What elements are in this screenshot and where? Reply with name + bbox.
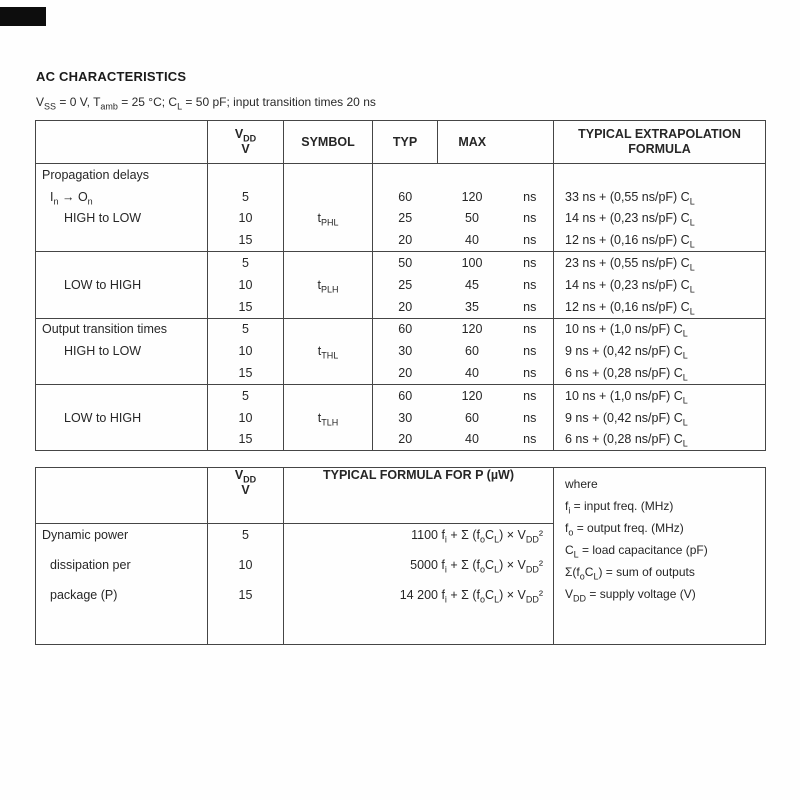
vdd-value: 10 bbox=[208, 340, 284, 362]
symbol-value: $t_{PHL}$ bbox=[284, 208, 373, 230]
max-value: 120 bbox=[438, 318, 507, 340]
vdd-value: 15 bbox=[208, 362, 284, 384]
unit-label: ns bbox=[523, 189, 537, 204]
unit-label: ns bbox=[523, 233, 537, 248]
empty-cell bbox=[36, 296, 208, 318]
param-label: Dynamic power bbox=[42, 527, 129, 542]
max-value: 40 bbox=[465, 366, 479, 381]
empty-cell bbox=[284, 229, 373, 251]
unit-label: ns bbox=[523, 432, 537, 447]
typ-value: 20 bbox=[373, 229, 438, 251]
empty-cell bbox=[284, 252, 373, 274]
empty-cell bbox=[36, 614, 208, 645]
table-row bbox=[36, 384, 766, 406]
symbol-value: $t_{THL}$ bbox=[284, 340, 373, 362]
section-title: AC CHARACTERISTICS bbox=[36, 69, 187, 84]
power-formula: 1100 $f_i + \Sigma$ $(f_oC_L) \times V_{DD}^2$ bbox=[284, 523, 554, 554]
symbol-column-header: SYMBOL bbox=[284, 121, 373, 164]
empty-cell bbox=[36, 229, 208, 251]
max-value: 120 bbox=[461, 189, 483, 204]
vdd-value: 10 bbox=[208, 274, 284, 296]
test-conditions: $V_{SS} = 0$ V, $T_{amb} = 25$ °C; $C_L = 50$ pF; input transition times 20 ns bbox=[36, 95, 376, 112]
empty-cell bbox=[284, 384, 373, 406]
empty-cell bbox=[507, 164, 554, 186]
power-formula-column-header: TYPICAL FORMULA FOR P (µW) bbox=[284, 468, 554, 524]
param-label: Propagation delays bbox=[42, 167, 150, 182]
empty-cell bbox=[438, 164, 507, 186]
param-label: dissipation per bbox=[50, 557, 131, 572]
symbol-value: $t_{PLH}$ bbox=[284, 274, 373, 296]
vdd-column-header: $V_{DD}$ V bbox=[208, 121, 284, 164]
unit-label: ns bbox=[523, 277, 537, 292]
extrapolation-formula: 10 ns + (1,0 ns/pF) $C_L$ bbox=[554, 384, 766, 406]
max-value: 60 bbox=[465, 410, 479, 425]
table-row bbox=[36, 274, 766, 296]
vdd-value: 5 bbox=[208, 318, 284, 340]
unit-label: ns bbox=[507, 252, 554, 274]
extrapolation-formula: 14 ns + (0,23 ns/pF) $C_L$ bbox=[554, 208, 766, 230]
extrapolation-formula: 14 ns + (0,23 ns/pF) $C_L$ bbox=[554, 274, 766, 296]
table-row bbox=[36, 208, 766, 230]
extrapolation-formula: 23 ns + (0,55 ns/pF) $C_L$ bbox=[554, 252, 766, 274]
param-label: HIGH to LOW bbox=[64, 211, 142, 226]
unit-label: ns bbox=[523, 366, 537, 381]
extrapolation-formula: 9 ns + (0,42 ns/pF) $C_L$ bbox=[554, 407, 766, 429]
formula-legend bbox=[554, 468, 766, 645]
max-value: 40 bbox=[465, 432, 479, 447]
typ-value: 25 bbox=[373, 274, 438, 296]
vdd-value: 10 bbox=[208, 407, 284, 429]
vdd-value: 15 bbox=[208, 429, 284, 451]
max-value: 60 bbox=[465, 344, 479, 359]
empty-cell bbox=[554, 164, 766, 186]
table-row bbox=[36, 340, 766, 362]
table-row bbox=[36, 296, 766, 318]
vdd-value: 10 bbox=[208, 208, 284, 230]
empty-cell bbox=[36, 121, 208, 164]
table-row bbox=[36, 362, 766, 384]
extrapolation-formula: 12 ns + (0,16 ns/pF) $C_L$ bbox=[554, 229, 766, 251]
power-formula: 14 200 $f_i + \Sigma$ $(f_oC_L) \times V_{DD}^2$ bbox=[284, 584, 554, 614]
unit-column-header bbox=[507, 121, 554, 164]
empty-cell bbox=[284, 296, 373, 318]
unit-label: ns bbox=[507, 384, 554, 406]
legend-line: $f_i$ = input freq. (MHz) bbox=[565, 499, 674, 516]
extrapolation-formula: 12 ns + (0,16 ns/pF) $C_L$ bbox=[554, 296, 766, 318]
legend-line: $C_L$ = load capacitance (pF) bbox=[565, 543, 708, 560]
table-row bbox=[36, 229, 766, 251]
extrapolation-formula: 6 ns + (0,28 ns/pF) $C_L$ bbox=[554, 429, 766, 451]
max-value: 40 bbox=[465, 233, 479, 248]
table-row bbox=[36, 164, 766, 186]
typ-value: 60 bbox=[373, 384, 438, 406]
extrapolation-formula: 9 ns + (0,42 ns/pF) $C_L$ bbox=[554, 340, 766, 362]
formula-column-header: TYPICAL EXTRAPOLATION FORMULA bbox=[554, 121, 766, 164]
typ-column-header: TYP bbox=[373, 121, 438, 164]
typ-value: 20 bbox=[373, 429, 438, 451]
vdd-value: 5 bbox=[208, 252, 284, 274]
extrapolation-formula: 10 ns + (1,0 ns/pF) $C_L$ bbox=[554, 318, 766, 340]
empty-cell bbox=[208, 164, 284, 186]
empty-cell bbox=[373, 164, 438, 186]
max-value: 35 bbox=[465, 299, 479, 314]
vdd-value: 10 bbox=[208, 554, 284, 584]
vdd-value: 5 bbox=[208, 384, 284, 406]
empty-cell bbox=[36, 468, 208, 524]
unit-label: ns bbox=[523, 344, 537, 359]
typ-value: 30 bbox=[373, 340, 438, 362]
typ-value: 20 bbox=[373, 296, 438, 318]
ac-characteristics-table bbox=[35, 120, 766, 451]
empty-cell bbox=[284, 614, 554, 645]
typ-value: 20 bbox=[373, 362, 438, 384]
empty-cell bbox=[36, 252, 208, 274]
legend-line: $f_o$ = output freq. (MHz) bbox=[565, 521, 684, 538]
max-value: 100 bbox=[438, 252, 507, 274]
extrapolation-formula: 6 ns + (0,28 ns/pF) $C_L$ bbox=[554, 362, 766, 384]
param-label: $I_n \to O_n$ bbox=[50, 189, 93, 207]
table-row bbox=[36, 407, 766, 429]
empty-cell bbox=[284, 164, 373, 186]
vdd-value: 5 bbox=[208, 523, 284, 554]
max-value: 50 bbox=[465, 211, 479, 226]
max-value: 45 bbox=[465, 277, 479, 292]
unit-label: ns bbox=[523, 299, 537, 314]
legend-line: $V_{DD}$ = supply voltage (V) bbox=[565, 587, 696, 604]
param-label: LOW to HIGH bbox=[64, 410, 142, 425]
vdd-value: 15 bbox=[208, 229, 284, 251]
param-label: Output transition times bbox=[36, 318, 208, 340]
typ-value: 60 bbox=[373, 186, 438, 208]
table-row bbox=[36, 252, 766, 274]
power-formula: 5000 $f_i + \Sigma$ $(f_oC_L) \times V_{DD}^2$ bbox=[284, 554, 554, 584]
typ-value: 50 bbox=[373, 252, 438, 274]
unit-label: ns bbox=[523, 211, 537, 226]
param-label: HIGH to LOW bbox=[64, 344, 142, 359]
empty-cell bbox=[284, 318, 373, 340]
table-row bbox=[36, 318, 766, 340]
page-corner-marker bbox=[0, 7, 46, 26]
param-label: LOW to HIGH bbox=[64, 277, 142, 292]
empty-cell bbox=[208, 614, 284, 645]
vdd-value: 5 bbox=[208, 186, 284, 208]
legend-line: where bbox=[565, 477, 598, 491]
param-label: package (P) bbox=[50, 587, 118, 602]
max-value: 120 bbox=[438, 384, 507, 406]
typ-value: 60 bbox=[373, 318, 438, 340]
table-row bbox=[36, 186, 766, 208]
empty-cell bbox=[284, 429, 373, 451]
empty-cell bbox=[36, 429, 208, 451]
unit-label: ns bbox=[523, 410, 537, 425]
empty-cell bbox=[36, 362, 208, 384]
max-column-header: MAX bbox=[438, 121, 507, 164]
vdd-value: 15 bbox=[208, 584, 284, 614]
table-row bbox=[36, 429, 766, 451]
empty-cell bbox=[36, 384, 208, 406]
extrapolation-formula: 33 ns + (0,55 ns/pF) $C_L$ bbox=[554, 186, 766, 208]
legend-line: $\Sigma(f_oC_L)$ = sum of outputs bbox=[565, 565, 695, 582]
empty-cell bbox=[284, 186, 373, 208]
unit-label: ns bbox=[507, 318, 554, 340]
dynamic-power-table bbox=[35, 467, 766, 645]
empty-cell bbox=[284, 362, 373, 384]
vdd-value: 15 bbox=[208, 296, 284, 318]
symbol-value: $t_{TLH}$ bbox=[284, 407, 373, 429]
typ-value: 30 bbox=[373, 407, 438, 429]
typ-value: 25 bbox=[373, 208, 438, 230]
vdd-column-header: $V_{DD}$ V bbox=[208, 468, 284, 524]
